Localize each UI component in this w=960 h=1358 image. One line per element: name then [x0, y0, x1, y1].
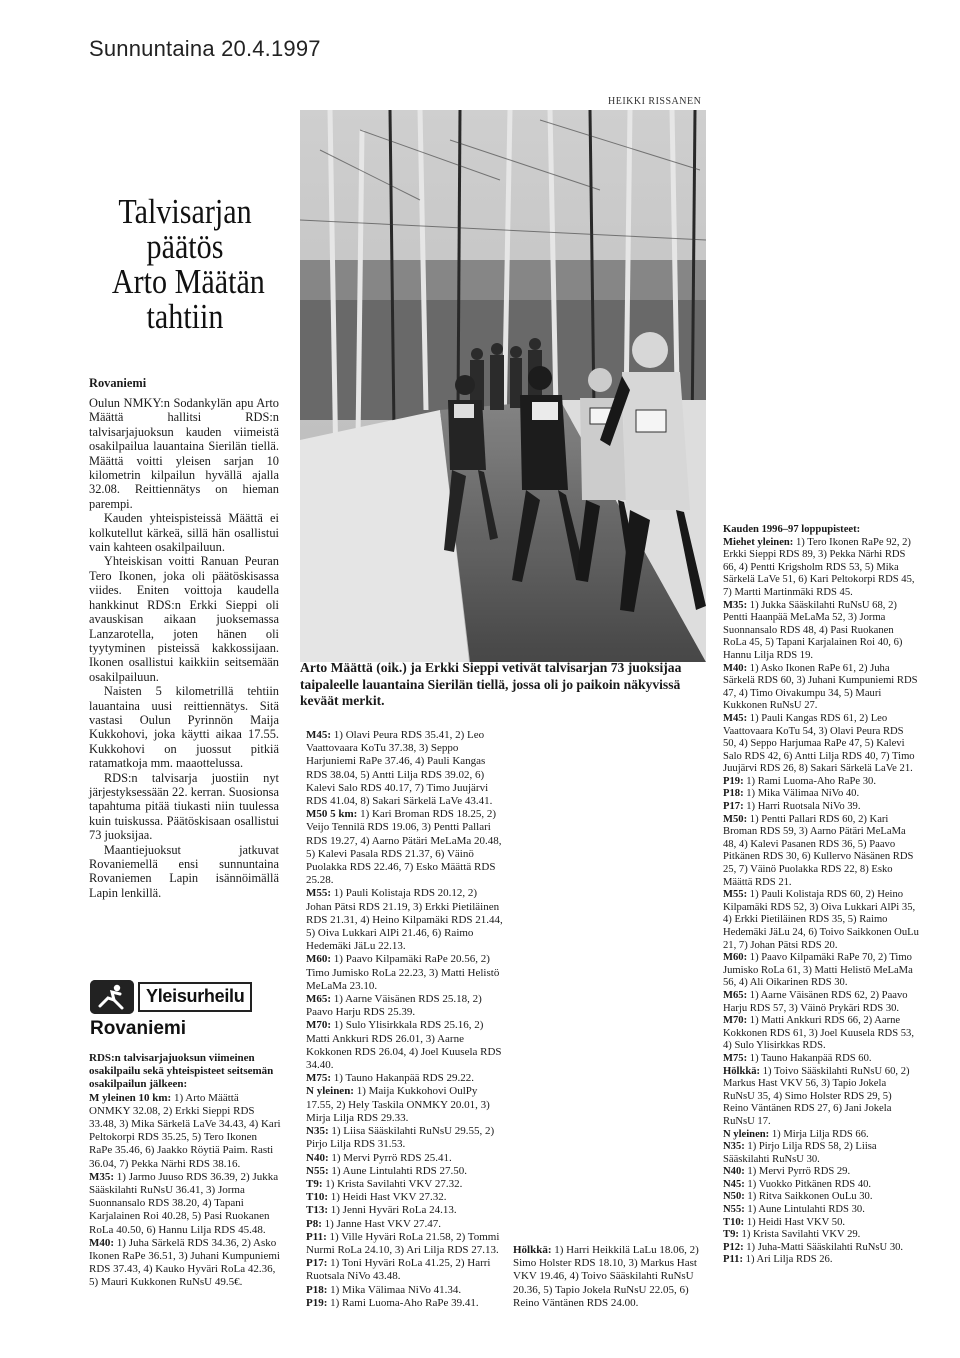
results-left	[89, 1052, 281, 1290]
results-entry: P19: 1) Rami Luoma-Aho RaPe 30.	[723, 775, 876, 787]
results-entry: T9: 1) Krista Savilahti VKV 27.32.	[306, 1177, 463, 1190]
results-entry: N yleinen: 1) Mirja Lilja RDS 66.	[723, 1128, 869, 1140]
results-holkka	[513, 1244, 709, 1310]
runners-photo	[300, 110, 706, 662]
results-entry: N40: 1) Mervi Pyrrö RDS 29.	[723, 1166, 851, 1178]
results-entry: M75: 1) Tauno Hakanpää RDS 60.	[723, 1052, 872, 1064]
caption-name: Arto Määttä (oik.)	[300, 660, 407, 675]
results-entry: N55: 1) Aune Lintulahti RDS 30.	[723, 1204, 865, 1216]
article-body	[89, 396, 279, 900]
results-entry: M35: 1) Jarmo Juuso RDS 36.39, 2) Jukka Sääskilahti RuNsU 36.41, 3) Jorma Suonnansalo RDS 38.20, 4) Tapani Karjalainen Roi 40.28, 5) Pasi Ruokanen RoLa 40.50, 6) Hannu Lilja RDS 45.48.	[89, 1170, 279, 1236]
results-entry: M65: 1) Aarne Väisänen RDS 25.18, 2) Paavo Harju RDS 25.39.	[306, 993, 482, 1019]
caption-text: ja Erkki Sieppi vetivät talvisarjan 73 juoksijaa taipaleelle lauantaina Sierilän tiellä, jossa oli jo paikoin näkyvissä keväät merkit.	[300, 660, 682, 708]
photo-caption	[300, 660, 708, 710]
headline	[111, 192, 265, 336]
results-entry: M45: 1) Pauli Kangas RDS 61, 2) Leo Vaattovaara KoTu 54, 3) Olavi Peura RDS 50, 4) Seppo Harjumaa RaPe 47, 5) Kalevi Salo RDS 42, 6) Antti Lilja RDS 40, 7) Timo Juujärvi RDS 26, 8) Sakari Särkelä LaVe 21.	[723, 712, 915, 775]
results-entry: M65: 1) Aarne Väisänen RDS 62, 2) Paavo Harju RDS 57, 3) Väinö Prykäri RDS 30.	[723, 989, 908, 1014]
results-entry: N40: 1) Mervi Pyrrö RDS 25.41.	[306, 1151, 452, 1164]
results-middle	[306, 729, 504, 1310]
runner-logo-icon	[90, 980, 134, 1014]
headline-line-1: Talvisarjan	[118, 192, 252, 231]
headline-line-3: Arto Määtän	[111, 262, 265, 301]
headline-line-4: tahtiin	[146, 297, 224, 336]
results-entry: P17: 1) Toni Hyväri RoLa 41.25, 2) Harri Ruotsala NiVo 43.48.	[306, 1257, 491, 1283]
article-paragraph: Yhteiskisan voitti Ranuan Peuran Tero Ikonen, joka oli päätöskisassa viides. Eniten voittoja kaudella hankkinut RDS:n Erkki Sieppi oli avauskisan aikaan juoksemassa Lanzarotella, joten hänen oli tyytyminen pisteissä kakkossijaan. Ikonen osallistui kaikkiin seitsemään osakilpailuun.	[89, 554, 279, 684]
results-entry: N50: 1) Ritva Saikkonen OuLu 30.	[723, 1191, 873, 1203]
article-paragraph: Maantiejuoksut jatkuvat Rovaniemellä ensi sunnuntaina Rovaniemen Lapin isännöimällä Lapin lenkillä.	[89, 842, 279, 900]
article-location: Rovaniemi	[89, 376, 147, 390]
results-right	[723, 524, 919, 1267]
headline-line-2: päätös	[146, 227, 224, 266]
results-entry: M75: 1) Tauno Hakanpää RDS 29.22.	[306, 1072, 474, 1085]
results-entry: P19: 1) Rami Luoma-Aho RaPe 39.41.	[306, 1296, 479, 1309]
photo-credit: HEIKKI RISSANEN	[608, 96, 702, 107]
results-entry: M60: 1) Paavo Kilpamäki RaPe 20.56, 2) Timo Jumisko RoLa 22.23, 3) Matti Helistö MeLaMa 23.10.	[306, 953, 500, 992]
results-entry: Hölkkä: 1) Toivo Sääskilahti RuNsU 60, 2) Markus Hast VKV 56, 3) Tapio Jokela RuNsU 35, 4) Simo Holster RDS 29, 5) Reino Väntänen RDS 27, 6) Jani Jokela RuNsU 17.	[723, 1065, 910, 1127]
results-entry: M40: 1) Asko Ikonen RaPe 61, 2) Juha Särkelä RDS 60, 3) Juhani Kumpuniemi RDS 47, 4) Timo Oivakumpu 34, 5) Mauri Kukkonen RuNsU 27.	[723, 662, 918, 712]
article-paragraph: Kauden yhteispisteissä Määttä ei kolkutellut kärkeä, sillä hän osallistui vain kahteen osakilpailuun.	[89, 511, 279, 555]
results-entry: M50 5 km: 1) Kari Broman RDS 18.25, 2) Veijo Tennilä RDS 19.06, 3) Pentti Pallari RDS 19.27, 4) Aarno Pätäri MeLaMa 20.48, 5) Kalevi Pasala RDS 21.37, 6) Väinö Puolakka RDS 22.46, 7) Esko Määttä RDS 25.28.	[306, 808, 502, 887]
article-paragraph: RDS:n talvisarja juostiin nyt järjestyksessään 22. kerran. Suosionsa tapahtuma pitää tiukasti niin tuulessa kuin tuiskussa. Päätöskisaan osallistui 73 juoksijaa.	[89, 770, 279, 843]
results-entry: M70: 1) Matti Ankkuri RDS 66, 2) Aarne Kokkonen RDS 61, 3) Joel Kuusela RDS 53, 4) Sulo Ylisirkkas RDS.	[723, 1015, 914, 1052]
results-entry: T13: 1) Jenni Hyväri RoLa 24.13.	[306, 1204, 457, 1217]
results-entry: M50: 1) Pentti Pallari RDS 60, 2) Kari Broman RDS 59, 3) Aarno Pätäri MeLaMa 48, 4) Kalevi Pasanen RDS 36, 5) Paavo Pitkänen RDS 30, 6) Kullervo Näsänen RDS 25, 7) Väinö Puolakka RDS 22, 8) Esko Määttä RDS 21.	[723, 813, 914, 888]
results-entry: N35: 1) Pirjo Lilja RDS 58, 2) Liisa Sääskilahti RuNsU 30.	[723, 1141, 877, 1165]
results-entry: P18: 1) Mika Välimaa NiVo 40.	[723, 788, 860, 800]
results-entry: M55: 1) Pauli Kolistaja RDS 20.12, 2) Johan Pätsi RDS 21.19, 3) Erkki Pietiläinen RDS 21.31, 4) Heino Kilpamäki RDS 21.44, 5) Oiva Lukkari AlPi 21.46, 6) Raimo Hedemäki JäLu 22.13.	[306, 887, 503, 953]
results-entry: T10: 1) Heidi Hast VKV 27.32.	[306, 1191, 447, 1204]
results-entry: N55: 1) Aune Lintulahti RDS 27.50.	[306, 1164, 468, 1177]
results-entry: N yleinen: 1) Maija Kukkohovi OulPy 17.55, 2) Hely Taskila ONMKY 20.01, 3) Mirja Lilja RDS 29.33.	[306, 1085, 490, 1124]
yleisurheilu-logo	[90, 970, 275, 1020]
results-entry: M60: 1) Paavo Kilpamäki RaPe 70, 2) Timo Jumisko RoLa 61, 3) Matti Helistö MeLaMa 56, 4) Ali Oikarinen RDS 30.	[723, 952, 913, 989]
logo-wordmark: Yleisurheilu	[138, 982, 252, 1012]
dateline: Sunnuntaina 20.4.1997	[89, 36, 321, 61]
results-entry: M70: 1) Sulo Ylisirkkala RDS 25.16, 2) Matti Ankkuri RDS 26.01, 3) Aarne Kokkonen RDS 26.04, 4) Joel Kuusela RDS 34.40.	[306, 1019, 502, 1072]
logo-city: Rovaniemi	[90, 1018, 187, 1039]
results-entry: M35: 1) Jukka Sääskilahti RuNsU 68, 2) Pentti Haanpää MeLaMa 52, 3) Jorma Suonnansalo RDS 48, 4) Pasi Ruokanen RoLa 45, 5) Tapani Karjalainen Roi 40, 6) Hannu Lilja RDS 19.	[723, 599, 903, 661]
article-paragraph: Oulun NMKY:n Sodankylän apu Arto Määttä hallitsi RDS:n talvisarjajuoksun kauden viimeistä osakilpailua lauantaina Sierilän tiellä. Määttä voitti yleisen sarjan 10 kilometrin kilpailun hyvällä ajalla 32.08. Reittiennätys on hieman parempi.	[89, 396, 279, 511]
results-entry: T9: 1) Krista Savilahti VKV 29.	[723, 1229, 861, 1241]
results-title: Kauden 1996–97 loppupisteet:	[723, 524, 861, 535]
results-entry: M yleinen 10 km: 1) Arto Määttä ONMKY 32.08, 2) Erkki Sieppi RDS 33.48, 3) Mika Särkelä LaVe 34.43, 4) Kari Peltokorpi RDS 35.25, 5) Tero Ikonen RaPe 35.46, 6) Jaakko Röytiä Paim. Rasti 36.04, 7) Pekka Närhi RDS 38.16.	[89, 1091, 281, 1170]
results-entry: P12: 1) Juha-Matti Sääskilahti RuNsU 30.	[723, 1241, 904, 1253]
results-entry: M40: 1) Juha Särkelä RDS 34.36, 2) Asko Ikonen RaPe 36.51, 3) Juhani Kumpuniemi RDS 37.43, 4) Kauko Hyväri RoLa 42.36, 5) Mauri Kukkonen RuNsU 49.5€.	[89, 1236, 280, 1289]
results-entry: N45: 1) Vuokko Pitkänen RDS 40.	[723, 1178, 872, 1190]
results-intro: RDS:n talvisarjajuoksun viimeinen osakilpailu sekä yhteispisteet seitsemän osakilpailun jälkeen:	[89, 1052, 274, 1091]
results-entry: Miehet yleinen: 1) Tero Ikonen RaPe 92, 2) Erkki Sieppi RDS 89, 3) Pekka Närhi RDS 66, 4) Pentti Krigsholm RDS 53, 5) Mika Särkelä LaVe 51, 6) Kari Peltokorpi RDS 45, 7) Martti Martinmäki RDS 45.	[723, 536, 915, 598]
results-entry: Hölkkä: 1) Harri Heikkilä LaLu 18.06, 2) Simo Holster RDS 18.10, 3) Markus Hast VKV 19.46, 4) Toivo Sääskilahti RuNsU 20.36, 5) Tapio Jokela RuNsU 22.05, 6) Reino Väntänen RDS 24.00.	[513, 1244, 699, 1309]
results-entry: M45: 1) Olavi Peura RDS 35.41, 2) Leo Vaattovaara KoTu 37.38, 3) Seppo Harjuniemi RaPe 37.46, 4) Pauli Kangas RDS 38.04, 5) Antti Lilja RDS 39.02, 6) Kalevi Salo RDS 40.17, 7) Timo Juujärvi RDS 41.04, 8) Sakari Särkelä LaVe 43.41.	[306, 729, 493, 808]
results-entry: T10: 1) Heidi Hast VKV 50.	[723, 1216, 846, 1228]
results-entry: P18: 1) Mika Välimaa NiVo 41.34.	[306, 1283, 462, 1296]
results-entry: P8: 1) Janne Hast VKV 27.47.	[306, 1217, 441, 1230]
article-paragraph: Naisten 5 kilometrillä tehtiin lauantaina uusi reittiennätys. Sitä vastasi Oulun Pyrinnön Maija Kukkohovi, joka käytti aikaa 17.55. Kukkohovi on juossut pitkiä ratamatkoja mm. maaottelussa.	[89, 684, 279, 771]
results-entry: P11: 1) Ari Lilja RDS 26.	[723, 1254, 833, 1266]
runners-photo-image	[300, 110, 706, 662]
results-entry: N35: 1) Liisa Sääskilahti RuNsU 29.55, 2) Pirjo Lilja RDS 31.53.	[306, 1125, 495, 1151]
results-entry: P11: 1) Ville Hyväri RoLa 21.58, 2) Tommi Nurmi RoLa 24.10, 3) Ari Lilja RDS 27.13.	[306, 1230, 500, 1256]
results-entry: M55: 1) Pauli Kolistaja RDS 60, 2) Heino Kilpamäki RDS 52, 3) Oiva Lukkari AlPi 35, 4) Erkki Pietiläinen RDS 35, 5) Raimo Hedemäki JäLu 24, 6) Toivo Saikkonen OuLu 21, 7) Johan Pätsi RDS 20.	[723, 889, 919, 951]
results-entry: P17: 1) Harri Ruotsala NiVo 39.	[723, 801, 861, 813]
